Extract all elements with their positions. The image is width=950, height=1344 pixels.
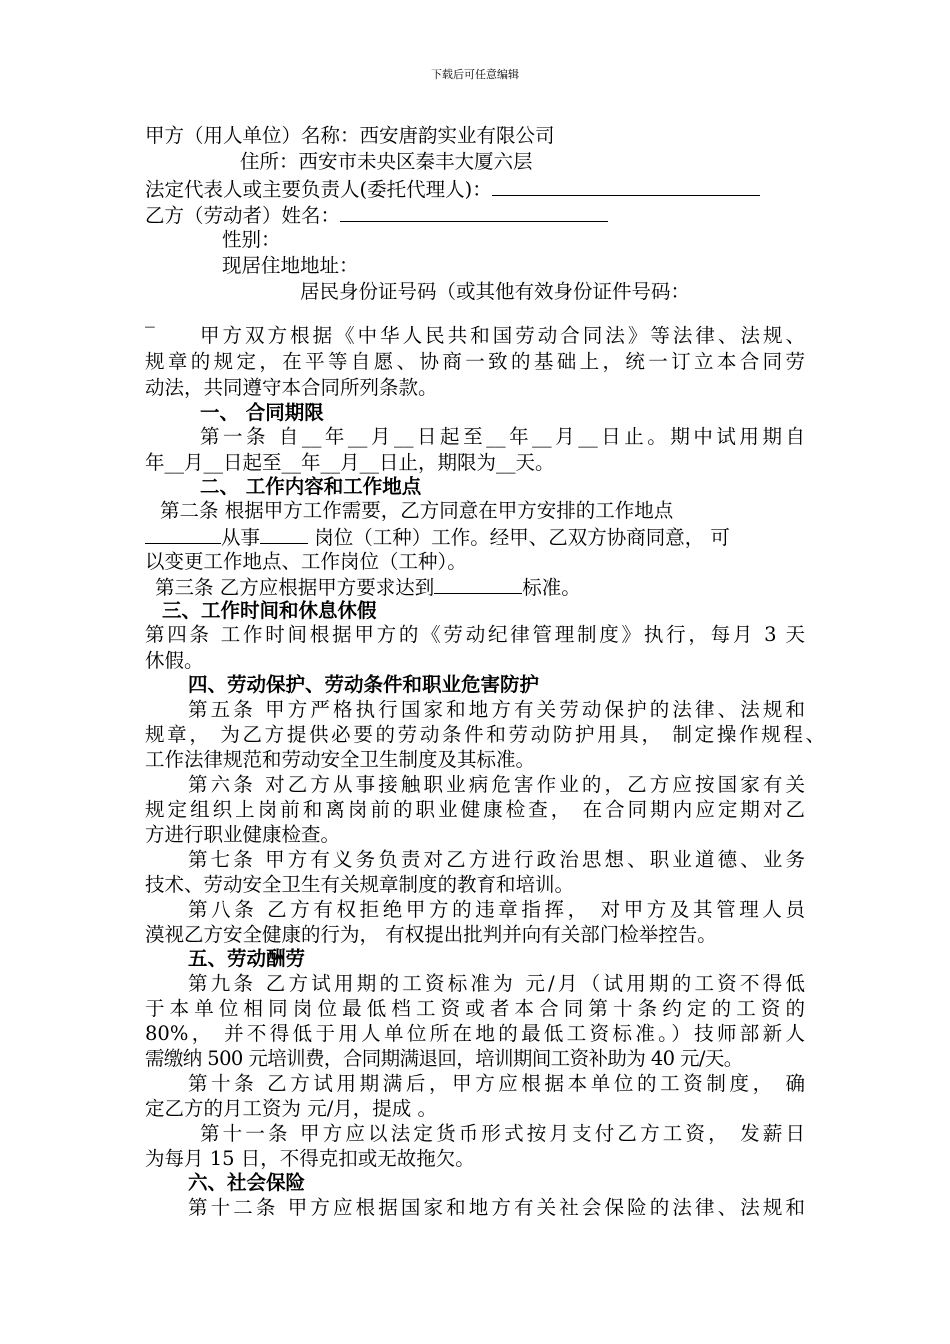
article-9-line-2: 于本单位相同岗位最低档工资或者本合同第十条约定的工资的 [145,997,805,1020]
employer-name: 甲方（用人单位）名称：西安唐韵实业有限公司 [145,124,555,147]
article-7-line-2: 技术、劳动安全卫生有关规章制度的教育和培训。 [145,873,575,896]
work-location-blank[interactable] [145,523,221,544]
article-1-line-2: 年__月__日起至__年__月__日止，期限为__天。 [145,451,555,474]
section-5-heading: 五、劳动酬劳 [188,947,306,970]
employer-address: 住所：西安市未央区秦丰大厦六层 [240,150,533,173]
article-1-line-1: 第一条 自__年__月__日起至__年__月__日止。期中试用期自 [200,425,805,448]
section-4-heading: 四、劳动保护、劳动条件和职业危害防护 [188,673,540,696]
address-label: 现居住地地址： [222,254,359,277]
article-3-text: 第三条 乙方应根据甲方要求达到 [155,576,435,599]
gender-label: 性别： [222,228,281,251]
article-3-standard-suffix: 标准。 [522,576,581,599]
section-1-heading: 一、 合同期限 [200,401,324,424]
article-8-line-1: 第八条 乙方有权拒绝甲方的违章指挥， 对甲方及其管理人员 [188,898,805,921]
article-8-line-2: 漠视乙方安全健康的行为， 有权提出批判并向有关部门检举控告。 [145,923,717,946]
article-5-line-3: 工作法律规范和劳动安全卫生制度及其标准。 [145,748,536,771]
legal-representative-blank[interactable] [492,175,760,196]
article-6-line-1: 第六条 对乙方从事接触职业病危害作业的，乙方应按国家有关 [188,773,805,796]
preamble-line-2: 规章的规定，在平等自愿、协商一致的基础上，统一订立本合同劳 [145,350,805,373]
article-2-line-3: 以变更工作地点、工作岗位（工种）。 [145,550,467,573]
article-9-line-4: 需缴纳 500 元培训费，合同期满退回，培训期间工资补助为 40 元/天。 [145,1047,743,1070]
article-10-line-2: 定乙方的月工资为 元/月，提成 。 [145,1097,437,1120]
article-9-line-3: 80%， 并不得低于用人单位所在地的最低工资标准。）技师部新人 [145,1022,805,1045]
article-10-line-1: 第十条 乙方试用期满后，甲方应根据本单位的工资制度， 确 [188,1072,805,1095]
section-6-heading: 六、社会保险 [188,1171,306,1194]
employee-name-label: 乙方（劳动者）姓名： [145,204,341,227]
article-5-line-1: 第五条 甲方严格执行国家和地方有关劳动保护的法律、法规和 [188,698,805,721]
id-number-label: 居民身份证号码（或其他有效身份证件号码： [300,280,691,303]
standard-blank[interactable] [434,573,522,594]
id-number-blank-mark: _ [145,305,155,328]
employee-name-blank[interactable] [340,201,608,222]
page-header-note: 下载后可任意编辑 [431,68,519,81]
article-3-line [155,573,581,601]
article-6-line-3: 方进行职业健康检查。 [145,823,341,846]
article-11-line-1: 第十一条 甲方应以法定货币形式按月支付乙方工资， 发薪日 [200,1122,805,1145]
legal-representative-label: 法定代表人或主要负责人(委托代理人)： [145,178,492,201]
article-4-line-2: 休假。 [145,649,204,672]
employee-name-line [145,201,608,229]
article-6-line-2: 规定组织上岗前和离岗前的职业健康检查， 在合同期内应定期对乙 [145,798,805,821]
article-2-line-2 [145,523,805,551]
section-3-heading: 三、工作时间和休息休假 [162,599,377,622]
article-4-line-1: 第四条 工作时间根据甲方的《劳动纪律管理制度》执行，每月 3 天 [145,623,805,646]
article-2-engaged-in: 从事 [221,526,261,549]
preamble-line-1: 甲方双方根据《中华人民共和国劳动合同法》等法律、法规、 [200,324,805,347]
section-2-heading: 二、 工作内容和工作地点 [200,475,422,498]
article-11-line-2: 为每月 15 日，不得克扣或无故拖欠。 [145,1147,475,1170]
article-7-line-1: 第七条 甲方有义务负责对乙方进行政治思想、职业道德、业务 [188,848,805,871]
article-12-line-1: 第十二条 甲方应根据国家和地方有关社会保险的法律、法规和 [188,1196,805,1219]
preamble-line-3: 动法，共同遵守本合同所列条款。 [145,376,438,399]
article-9-line-1: 第九条 乙方试用期的工资标准为 元/月（试用期的工资不得低 [188,972,805,995]
legal-representative-line [145,175,760,203]
article-2-line-2-rest: 岗位（工种）工作。经甲、乙双方协商同意， 可 [314,526,730,549]
article-5-line-2: 规章， 为乙方提供必要的劳动条件和劳动防护用具， 制定操作规程、 [145,723,825,746]
job-position-blank[interactable] [260,523,308,544]
article-2-line-1: 第二条 根据甲方工作需要，乙方同意在甲方安排的工作地点 [160,499,674,522]
